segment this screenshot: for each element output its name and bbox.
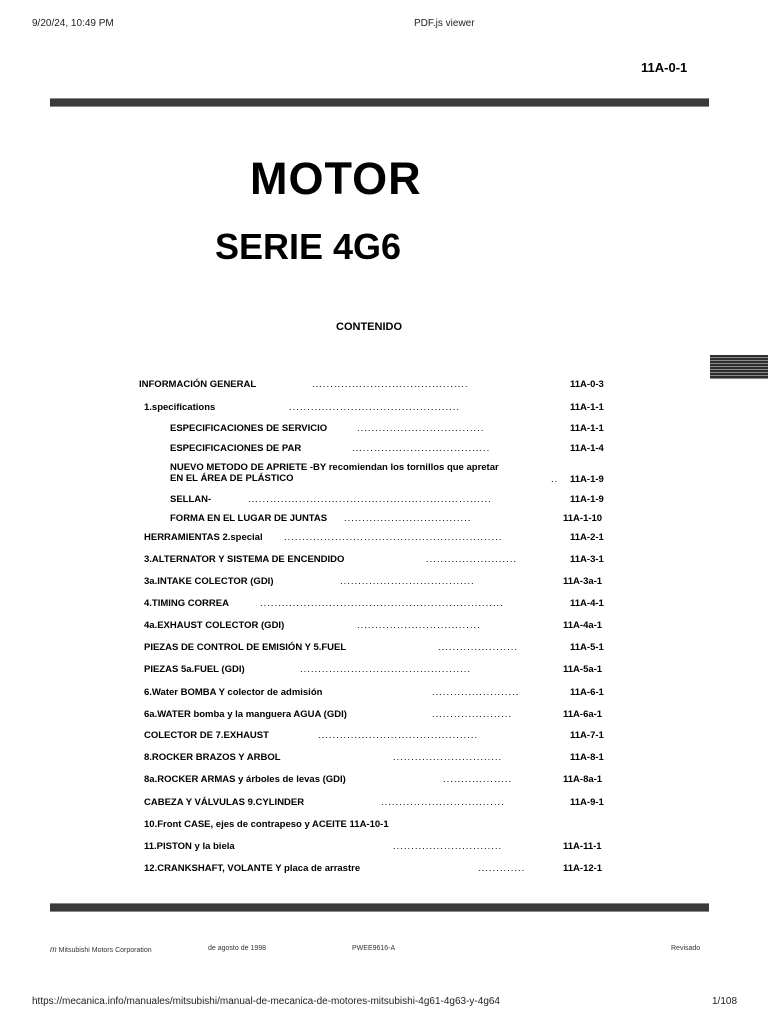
toc-entry-label: PIEZAS 5a.FUEL (GDI) (144, 664, 245, 675)
toc-entry-label: 11.PISTON y la biela (144, 841, 235, 852)
toc-entry[interactable] (0, 752, 768, 764)
toc-entry-label: 8a.ROCKER ARMAS y árboles de levas (GDI) (144, 774, 346, 785)
toc-entry-page: 11A-4a-1 (563, 620, 603, 631)
footer-status: Revisado (671, 945, 701, 952)
footer-date: de agosto de 1998 (208, 945, 266, 952)
toc-entry[interactable] (0, 797, 768, 809)
toc-entry-leader-dots: ...................... (438, 642, 519, 653)
toc-entry-label: FORMA EN EL LUGAR DE JUNTAS (170, 513, 328, 524)
toc-entry-page: 11A-8-1 (570, 752, 604, 763)
toc-entry-label: NUEVO METODO DE APRIETE -BY recomiendan los tornillos que apretar (170, 462, 499, 473)
toc-entry[interactable] (0, 664, 768, 676)
toc-entry[interactable] (0, 576, 768, 588)
toc-entry-page: 11A-4-1 (570, 598, 604, 609)
toc-entry[interactable] (0, 863, 768, 875)
page-code: 11A-0-1 (641, 60, 688, 75)
mitsubishi-logo-icon: m (50, 945, 57, 954)
toc-entry-leader-dots: ........................................... (312, 379, 469, 390)
toc-entry[interactable] (0, 819, 768, 831)
toc-entry-leader-dots: ............................................... (289, 402, 461, 413)
toc-entry[interactable] (0, 462, 768, 485)
print-url[interactable]: https://mecanica.info/manuales/mitsubishi/manual-de-mecanica-de-motores-mitsubishi-4g61-4g63-y-4g64 (32, 996, 500, 1007)
toc-entry-page: 11A-12-1 (563, 863, 603, 874)
toc-entry-page: 11A-1-1 (570, 423, 604, 434)
toc-entry-page: 11A-2-1 (570, 532, 604, 543)
toc-entry-page: 11A-1-1 (570, 402, 604, 413)
toc-entry-page: 11A-1-9 (570, 494, 604, 505)
document-subtitle: SERIE 4G6 (215, 226, 402, 267)
toc-entry[interactable] (0, 687, 768, 699)
toc-entry[interactable] (0, 494, 768, 506)
toc-entry-page: 11A-0-3 (570, 379, 604, 390)
toc-entry-label: 1.specifications (144, 402, 216, 413)
toc-entry-leader-dots: ............................................................ (284, 532, 503, 543)
toc-entry-label: ESPECIFICACIONES DE SERVICIO (170, 423, 328, 434)
toc-entry-leader-dots: ................... (443, 774, 513, 785)
top-rule (50, 98, 709, 107)
toc-entry-label: 4a.EXHAUST COLECTOR (GDI) (144, 620, 285, 631)
toc-entry-leader-dots: .................................. (381, 797, 505, 808)
toc-entry-page: 11A-1-4 (570, 443, 604, 454)
toc-entry-page: 11A-6a-1 (563, 709, 603, 720)
toc-entry[interactable] (0, 730, 768, 742)
toc-entry-page: 11A-6-1 (570, 687, 604, 698)
toc-entry-leader-dots: ...................................... (352, 443, 491, 454)
toc-entry-label: 3.ALTERNATOR Y SISTEMA DE ENCENDIDO (144, 554, 345, 565)
bottom-rule (50, 903, 709, 912)
toc-entry-label: HERRAMIENTAS 2.special (144, 532, 263, 543)
toc-entry[interactable] (0, 554, 768, 566)
toc-entry-label: 6.Water BOMBA Y colector de admisión (144, 687, 323, 698)
toc-entry-leader-dots: ................................... (357, 423, 485, 434)
toc-entry-label: CABEZA Y VÁLVULAS 9.CYLINDER (144, 797, 305, 808)
toc-entry-page: 11A-3a-1 (563, 576, 603, 587)
toc-entry[interactable] (0, 642, 768, 654)
toc-entry-leader-dots: ......................... (426, 554, 517, 565)
toc-entry-leader-dots: .................................. (357, 620, 481, 631)
toc-entry-page: 11A-1-10 (563, 513, 603, 524)
toc-entry-label: 4.TIMING CORREA (144, 598, 229, 609)
toc-entry[interactable] (0, 402, 768, 414)
toc-entry-page: 11A-1-9 (570, 474, 604, 485)
toc-entry[interactable] (0, 620, 768, 632)
toc-entry-page: 11A-9-1 (570, 797, 604, 808)
toc-entry[interactable] (0, 841, 768, 853)
toc-entry-page: 11A-3-1 (570, 554, 604, 565)
toc-entry-label: INFORMACIÓN GENERAL (139, 379, 257, 390)
toc-entry-leader-dots: ............................................... (300, 664, 472, 675)
toc-entry-label: ESPECIFICACIONES DE PAR (170, 443, 302, 454)
toc-entry[interactable] (0, 513, 768, 525)
toc-entry-leader-dots: ..................................... (340, 576, 475, 587)
toc-entry-leader-dots: ................................................................... (248, 494, 492, 505)
toc-entry-page: 11A-11-1 (563, 841, 602, 852)
contents-heading: CONTENIDO (336, 321, 402, 333)
toc-entry-page: 11A-7-1 (570, 730, 604, 741)
toc-entry-label: 12.CRANKSHAFT, VOLANTE Y placa de arrastre (144, 863, 361, 874)
toc-entry-label: PIEZAS DE CONTROL DE EMISIÓN Y 5.FUEL (144, 642, 347, 653)
toc-entry-page: 11A-5-1 (570, 642, 604, 653)
toc-entry-leader-dots: .............................. (393, 752, 503, 763)
print-page-counter: 1/108 (712, 996, 738, 1007)
toc-entry-leader-dots: .............................. (393, 841, 503, 852)
toc-entry-label: 8.ROCKER BRAZOS Y ARBOL (144, 752, 281, 763)
toc-entry-leader-dots: .. (551, 474, 559, 485)
toc-entry[interactable] (0, 423, 768, 435)
toc-entry[interactable] (0, 532, 768, 544)
toc-entry-leader-dots: ............. (478, 863, 526, 874)
section-tab-marker (710, 355, 768, 379)
footer-code: PWEE9616-A (352, 945, 396, 952)
footer-company: m Mitsubishi Motors Corporation (50, 945, 152, 954)
toc-entry[interactable] (0, 709, 768, 721)
toc-entry-leader-dots: ............................................ (318, 730, 479, 741)
print-datetime: 9/20/24, 10:49 PM (32, 18, 114, 29)
toc-entry[interactable] (0, 379, 768, 391)
toc-entry[interactable] (0, 598, 768, 610)
toc-entry-label: SELLAN- (170, 494, 212, 505)
toc-entry-leader-dots: ................................... (344, 513, 472, 524)
toc-entry-leader-dots: ...................... (432, 709, 513, 720)
toc-entry-page: 11A-8a-1 (563, 774, 603, 785)
document-title: MOTOR (250, 153, 422, 204)
toc-entry-label: COLECTOR DE 7.EXHAUST (144, 730, 269, 741)
toc-entry-label: 3a.INTAKE COLECTOR (GDI) (144, 576, 274, 587)
toc-entry[interactable] (0, 443, 768, 455)
toc-entry-label: 6a.WATER bomba y la manguera AGUA (GDI) (144, 709, 347, 720)
toc-entry[interactable] (0, 774, 768, 786)
toc-entry-page: 11A-5a-1 (563, 664, 603, 675)
toc-entry-leader-dots: ........................ (432, 687, 520, 698)
toc-entry-label-line2: EN EL ÁREA DE PLÁSTICO (170, 473, 294, 484)
print-title: PDF.js viewer (414, 18, 475, 29)
toc-entry-label: 10.Front CASE, ejes de contrapeso y ACEITE 11A-10-1 (144, 819, 389, 830)
toc-entry-leader-dots: ................................................................... (260, 598, 504, 609)
